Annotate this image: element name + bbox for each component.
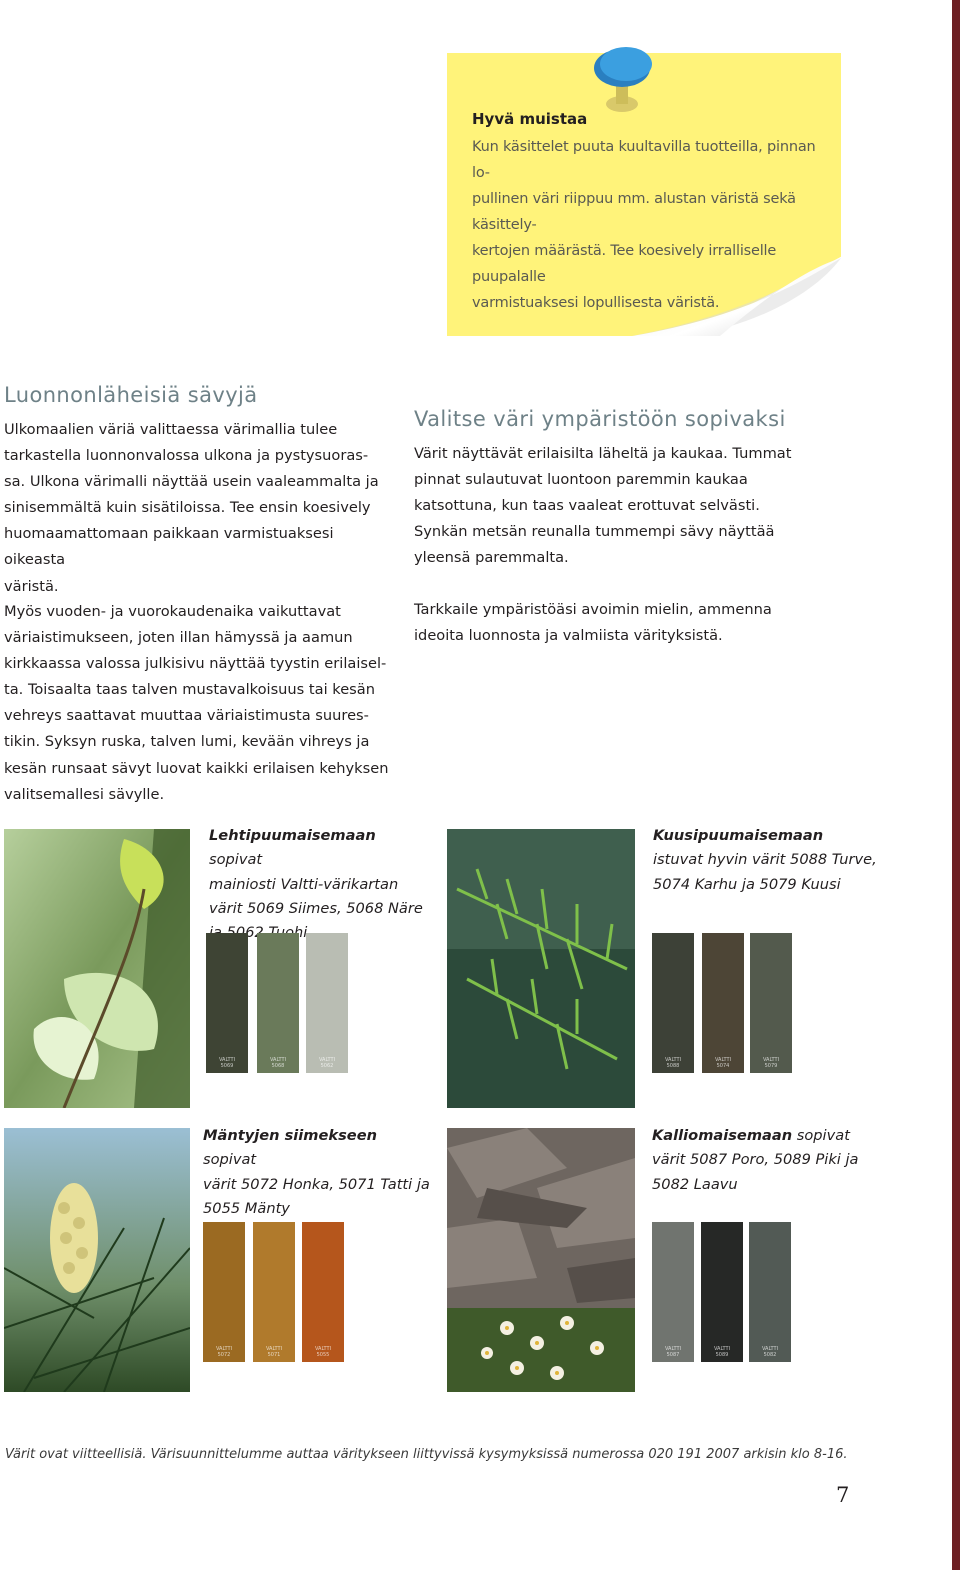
palette-caption-3-rest: sopivat värit 5072 Honka, 5071 Tatti ja 5055 Mänty <box>203 1151 430 1217</box>
right-paragraph-1: Värit näyttävät erilaisilta läheltä ja kaukaa. Tummat pinnat sulautuvat luontoon paremmin kaukaa katsottuna, kun taas vaaleat erottuvat selvästi. Synkän metsän reunalla tummempi sävy näyttää yleensä paremmalta. <box>414 445 792 567</box>
page-edge-bar <box>952 0 960 1570</box>
palette-caption-3 <box>203 1124 433 1221</box>
note-body: Kun käsittelet puuta kuultavilla tuotteilla, pinnan lo- pullinen väri riippuu mm. alustan väristä sekä käsittely- kertojen määrästä. Tee koesively irralliselle puupalalle varmistuaksesi lopullisesta väristä. <box>472 139 816 311</box>
spruce-photo <box>447 829 635 1108</box>
right-paragraph-2: Tarkkaile ympäristöäsi avoimin mielin, ammenna ideoita luonnosta ja valmiista värityksistä. <box>414 601 772 645</box>
palette-caption-4-rest: sopivat värit 5087 Poro, 5089 Piki ja 5082 Laavu <box>652 1127 859 1193</box>
palette-swatches-1 <box>206 933 356 1073</box>
color-swatch: VALTTI 5087 <box>652 1222 694 1362</box>
palette-caption-1-bold: Lehtipuumaisemaan <box>209 827 376 844</box>
palette-caption-1 <box>209 824 429 945</box>
color-swatch: VALTTI 5071 <box>253 1222 295 1362</box>
color-swatch: VALTTI 5068 <box>257 933 299 1073</box>
palette-caption-2 <box>653 824 893 897</box>
color-swatch: VALTTI 5069 <box>206 933 248 1073</box>
right-heading: Valitse väri ympäristöön sopivaksi <box>414 407 786 431</box>
pine-photo <box>4 1128 190 1392</box>
palette-swatches-2 <box>652 933 802 1073</box>
left-paragraph-1: Ulkomaalien väriä valittaessa värimallia tulee tarkastella luonnonvalossa ulkona ja pystysuoras- sa. Ulkona värimalli näyttää usein vaaleammalta ja sinisemmältä kuin sisätiloissa. Tee ensin koesively huomaamattomaan paikkaan varmistuaksesi oikeasta väristä. <box>4 421 379 595</box>
palette-caption-4-bold: Kalliomaisemaan <box>652 1127 793 1144</box>
birch-leaves-photo <box>4 829 190 1108</box>
color-swatch: VALTTI 5074 <box>702 933 744 1073</box>
color-swatch: VALTTI 5082 <box>749 1222 791 1362</box>
color-swatch: VALTTI 5055 <box>302 1222 344 1362</box>
palette-caption-2-rest: istuvat hyvin värit 5088 Turve, 5074 Karhu ja 5079 Kuusi <box>653 851 877 893</box>
palette-caption-3-bold: Mäntyjen siimekseen <box>203 1127 377 1144</box>
color-swatch: VALTTI 5079 <box>750 933 792 1073</box>
note-title: Hyvä muistaa <box>472 110 588 128</box>
palette-caption-2-bold: Kuusipuumaisemaan <box>653 827 824 844</box>
color-swatch: VALTTI 5088 <box>652 933 694 1073</box>
palette-swatches-3 <box>203 1222 353 1362</box>
color-swatch: VALTTI 5072 <box>203 1222 245 1362</box>
page-number: 7 <box>836 1483 850 1507</box>
palette-swatches-4 <box>652 1222 802 1362</box>
left-paragraph-2: Myös vuoden- ja vuorokaudenaika vaikuttavat väriaistimukseen, joten illan hämyssä ja aamun kirkkaassa valossa julkisivu näyttää tyystin erilaisel- ta. Toisaalta taas talven mustavalkoisuus tai kesän vehreys saattavat muuttaa väriaistimusta suures- tikin. Syksyn ruska, talven lumi, kevään vihreys ja kesän runsaat sävyt luovat kaikki erilaisen kehyksen valitsemallesi sävylle. <box>4 603 389 803</box>
color-swatch: VALTTI 5062 <box>306 933 348 1073</box>
color-swatch: VALTTI 5089 <box>701 1222 743 1362</box>
palette-caption-4 <box>652 1124 892 1197</box>
pushpin-icon <box>590 42 660 122</box>
footer-note: Värit ovat viitteellisiä. Värisuunnittelumme auttaa väritykseen liittyvissä kysymyksissä numerossa 020 191 2007 arkisin klo 8-16. <box>5 1447 848 1462</box>
rock-flowers-photo <box>447 1128 635 1392</box>
palette-caption-1-rest: sopivat mainiosti Valtti-värikartan värit 5069 Siimes, 5068 Näre <box>209 851 423 917</box>
left-heading: Luonnonläheisiä sävyjä <box>4 383 258 407</box>
